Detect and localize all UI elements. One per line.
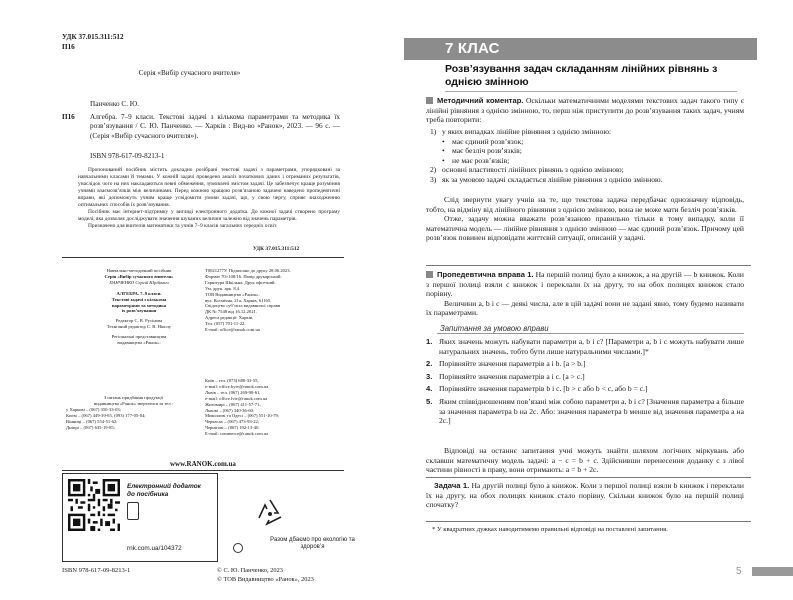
conclusion xyxy=(426,446,744,475)
imprint-line: видавництва «Ранок»: xyxy=(117,340,161,346)
imprint-line: Т0021277У. Підписано до друку 28.06.2023. xyxy=(205,268,291,273)
imprint-right-column xyxy=(205,268,355,333)
page-number: 5 xyxy=(736,566,742,577)
question-number: 2. xyxy=(426,359,433,369)
contact-line: Черкасах – (067) 473-93-22; xyxy=(205,419,260,425)
imprint-line: ПАНЧЕНКО Сергій Юрійович xyxy=(109,279,169,285)
propaedeutic-exercise-1 xyxy=(426,270,744,318)
list-text: не має розв’язків; xyxy=(452,155,510,165)
review-list xyxy=(426,127,744,185)
imprint-line: Серія «Вибір сучасного вчителя» xyxy=(104,273,174,279)
exercise-label: Пропедевтична вправа 1. xyxy=(437,270,534,279)
section-title: Розв’язування задач складанням лінійних рівнянь з однією змінною xyxy=(445,63,718,88)
electronic-supplement-box[interactable] xyxy=(62,473,218,562)
contact-line: Львові – (067) 340-36-60; xyxy=(205,407,255,413)
contact-line: видавництва «Ранок» звертатися за тел.: xyxy=(94,400,173,406)
exercise-text: На першій полиці було a книжок, а на другій — b книжок. Коли з першої полиці взяли c книжок і переклали їх на другу, то на обох полицях книжок стало порівну. xyxy=(426,270,744,299)
divider xyxy=(62,257,344,258)
question-text: Порівняйте значення параметрів a і c. [a > c.] xyxy=(439,371,585,381)
eco-slogan: Разом дбаємо про екологію та здоров’я xyxy=(270,537,355,551)
contact-line: Миколаєві та Одесі – (067) 551-10-79; xyxy=(205,413,280,419)
contact-line: Вінниці – (067) 554-51-62; xyxy=(66,418,118,424)
question-text: Яких значень можуть набувати параметри a, b і c? [Параметри a, b і c можуть набувати лише натуральних значень, тобто бути лише натуральними числами.]* xyxy=(439,337,744,356)
page-number-bar xyxy=(752,567,793,576)
list-text: як за умовою задачі складається лінійне рівняння з однією змінною. xyxy=(442,174,663,184)
list-text: має безліч розв’язків; xyxy=(452,146,522,156)
contact-line: Чернігові – (067) 192-13-40. xyxy=(205,425,260,431)
imprint-line: Адреса редакції: Харків, xyxy=(205,315,254,321)
electronic-supplement-title: Електронний додаток до посібника xyxy=(127,483,201,498)
question-text: Порівняйте значення параметрів a і b. [a > b.] xyxy=(439,359,586,369)
question-text: Яким співвідношенням пов’язані між собою параметри a, b і c? [Значення параметра a більше за значення параметра b на 2c. Або: значення параметра b менше від значення параметра a на 2c.] xyxy=(439,396,744,426)
task-label: Задача 1. xyxy=(434,481,470,490)
divider xyxy=(426,265,751,266)
divider xyxy=(426,477,751,478)
task-1 xyxy=(426,481,744,510)
question-item xyxy=(426,397,744,426)
catalog-code-side: П16 xyxy=(62,113,75,121)
contact-line: Дніпрі – (067) 635-19-85; xyxy=(66,424,116,430)
question-number: 5. xyxy=(426,396,433,406)
imprint-line: Редактор С. В. Русінова xyxy=(115,318,163,324)
list-text: основні властивості лінійних рівнянь з однією змінною; xyxy=(442,165,624,175)
questions-list xyxy=(426,337,744,429)
leaf-icon xyxy=(233,543,243,553)
list-item xyxy=(426,127,744,137)
udk-code-top: УДК 37.015.311:512 xyxy=(62,33,124,41)
methodical-comment-text: Оскільки математичними моделями текстових задач такого типу є лінійні рівняння з однією змінною, то, перш ніж приступити до розв’язування таких задач, учням треба повторити: xyxy=(426,96,744,125)
imprint-line: Регіональні представництва xyxy=(111,334,167,340)
imprint-line: їх розв’язування xyxy=(121,308,157,314)
contact-line: З питань придбання продукції xyxy=(103,395,164,400)
imprint-line: параметрами та методика xyxy=(111,302,167,308)
divider xyxy=(62,470,344,471)
contact-line: Київ – тел. (073) 680-33-55, xyxy=(205,378,259,383)
method-explanation xyxy=(426,195,744,243)
trading-contacts-left xyxy=(66,395,201,430)
square-bullet-icon xyxy=(426,97,433,104)
recycle-icon xyxy=(251,497,289,527)
divider xyxy=(437,333,744,334)
qr-code-icon[interactable] xyxy=(68,479,120,531)
methodical-comment xyxy=(426,96,744,125)
bullet-icon: • xyxy=(442,136,445,146)
contact-line: Житомирі – (067) 411-57-71; xyxy=(205,401,261,407)
question-item xyxy=(426,337,744,356)
imprint-line: Свідоцтво суб’єкта видавничої справи xyxy=(205,303,281,309)
question-item xyxy=(426,372,744,382)
contact-line: e-mail: office.lviv@ranok.com.ua xyxy=(205,395,268,401)
smartphone-icon xyxy=(127,502,139,520)
divider xyxy=(445,91,737,92)
bullet-icon: • xyxy=(442,155,445,165)
paragraph: Слід звернути увагу учнів на те, що текстова задача передбачає однозначну відповідь, тобто, на відміну від лінійного рівняння з однією змінною, вона не може мати безліч розв’язків. xyxy=(426,195,744,214)
question-item xyxy=(426,384,744,394)
series-title-top: Серія «Вибір сучасного вчителя» xyxy=(138,69,241,77)
questions-title: Запитання за умовою вправи xyxy=(440,324,549,333)
imprint-line: Гарнітура Шкільна. Друк офсетний. xyxy=(205,279,276,285)
list-text: має єдиний розв’язок; xyxy=(452,136,524,146)
question-item xyxy=(426,359,744,369)
divider xyxy=(426,521,751,522)
square-bullet-icon xyxy=(426,271,433,278)
paragraph: Отже, задачу можна вважати розв’язаною правильно тільки в тому випадку, коли її математична модель — лінійне рівняння з однією змінною — має єдиний розв’язок. Причому цей розв’язок повинен відповідати життєвій ситуації, описаній у задачі. xyxy=(426,214,744,243)
abstract-paragraph: Призначено для вчителів математики та учнів 7–9 класів загальних середніх освіт. xyxy=(88,223,278,229)
trading-contacts-right xyxy=(205,378,355,437)
question-text: Порівняйте значення параметрів b і c. [b > c або b < c, або b = c.] xyxy=(439,384,648,394)
list-item xyxy=(426,165,744,175)
imprint-line: ТОВ Видавництво «Ранок». xyxy=(205,291,260,297)
contact-line: e-mail: office.kyiv@ranok.com.ua xyxy=(205,383,269,389)
list-item xyxy=(426,156,744,166)
bibliographic-description: Алгебра. 7–9 класи. Текстові задачі з кількома параметрами та методика їх розв’язування / С. Ю. Панченко. — Харків : Вид-во «Ранок», 2023. — 96 с. — (Серія «Вибір сучасного вчителя»). xyxy=(90,113,340,140)
imprint-line: Навчально-методичний посібник xyxy=(106,268,172,273)
list-text: у яких випадках лінійне рівняння з однією змінною: xyxy=(442,127,612,136)
isbn-bottom: ISBN 978-617-09-8213-1 xyxy=(62,567,131,574)
imprint-left-column xyxy=(70,268,208,346)
list-item xyxy=(426,146,744,156)
abstract xyxy=(78,167,340,230)
list-marker: 3) xyxy=(430,174,437,184)
imprint-line: Технічний редактор С. В. Ніколу xyxy=(106,324,172,330)
question-number: 3. xyxy=(426,371,433,381)
abstract-paragraph: Пропонований посібник містить докладно розібрані текстові задачі з параметрами, упорядковані за навчальними класами й темами. У кожній задачі проведено аналіз початкових даних і отриманих результатів, унаслідок чого на них накладаються певні обмеження, зумовлені змістом задачі. Це забезпечує краще розуміння учнями взаємозв’язків між величинами. Перед кожною кращою розв’язаною задачею наведено пропедевтичні вправи, які допоможуть учням краще усвідомити умови задачі, що, у свою чергу, сприяє знаходженню оптимальних способів їх розв’язування. xyxy=(78,167,340,208)
grade-title: 7 КЛАС xyxy=(445,40,500,57)
list-item xyxy=(426,175,744,185)
copyright-publisher: © ТОВ Видавництво «Ранок», 2023 xyxy=(217,576,314,583)
list-item xyxy=(426,137,744,147)
question-number: 4. xyxy=(426,384,433,394)
imprint-line: АЛГЕБРА. 7–9 класи. xyxy=(116,290,162,296)
abstract-paragraph: Посібник має інтернет-підтримку у вигляді електронного додатка. До кожної задачі створено програму моделі, яка дозволяє досліджувати значення шуканих величин залежно від значень параметрів. xyxy=(78,209,340,222)
contact-line: Києві – (067) 449-39-65, (093) 177-05-04; xyxy=(66,412,146,418)
isbn-middle: ISBN 978-617-09-8213-1 xyxy=(90,152,165,160)
footnote: * У квадратних дужках наводитимемо правильні відповіді на поставлені запитання. xyxy=(432,526,668,533)
contact-line: Львів – тел. (067) 269-90-61, xyxy=(205,389,261,395)
imprint-line: E-mail: office@ranok.com.ua xyxy=(205,327,260,333)
task-text: На другій полиці було a книжок. Коли з першої полиці взяли b книжок і переклали їх на другу, на обох полицях книжок стало порівну. Скільки книжок було на першій полиці спочатку? xyxy=(426,481,744,510)
imprint-line: Текстові задачі з кількома xyxy=(111,296,167,302)
imprint-line: вул. Космічна, 21а, Харків, 61165. xyxy=(205,297,272,303)
imprint-line: Тел. (057) 701-11-22. xyxy=(205,321,246,327)
electronic-supplement-url[interactable]: rnk.com.ua/104372 xyxy=(127,545,182,552)
imprint-line: Ум. друк. арк. 8,4. xyxy=(205,285,241,291)
bullet-icon: • xyxy=(442,146,445,156)
author-line: Панченко С. Ю. xyxy=(90,100,139,108)
paragraph: Відповіді на останнє запитання учні можуть знайти шляхом логічних міркувань або склавши математичну модель задачі: a − c = b + c. Здійснивши перенесення доданку c з лівої частини рівності в праву, вони отримають: a = b + 2c. xyxy=(426,446,744,475)
exercise-note: Величини a, b і c — деякі числа, але в цій задачі вони не задані явно, тому будемо називати їх параметрами. xyxy=(426,298,744,318)
question-number: 1. xyxy=(426,337,433,346)
copyright-author: © С. Ю. Панченко, 2023 xyxy=(217,567,283,574)
list-marker: 2) xyxy=(430,165,437,175)
catalog-code-top: П16 xyxy=(62,43,75,51)
udk-code-bottom: УДК 37.015.311:512 xyxy=(253,246,300,252)
contact-line: E-mail: commerce@ranok.com.ua xyxy=(205,431,269,437)
imprint-line: Формат 70×108/16. Папір друкарський. xyxy=(205,273,282,279)
list-marker: 1) xyxy=(430,127,437,136)
contact-line: у Харкові – (067) 350-33-03; xyxy=(66,406,121,412)
methodical-comment-label: Методичний коментар. xyxy=(437,96,524,105)
publisher-website[interactable]: www.RANOK.com.ua xyxy=(170,460,236,468)
imprint-line: ДК № 7548 від 16.12.2021. xyxy=(205,309,257,315)
